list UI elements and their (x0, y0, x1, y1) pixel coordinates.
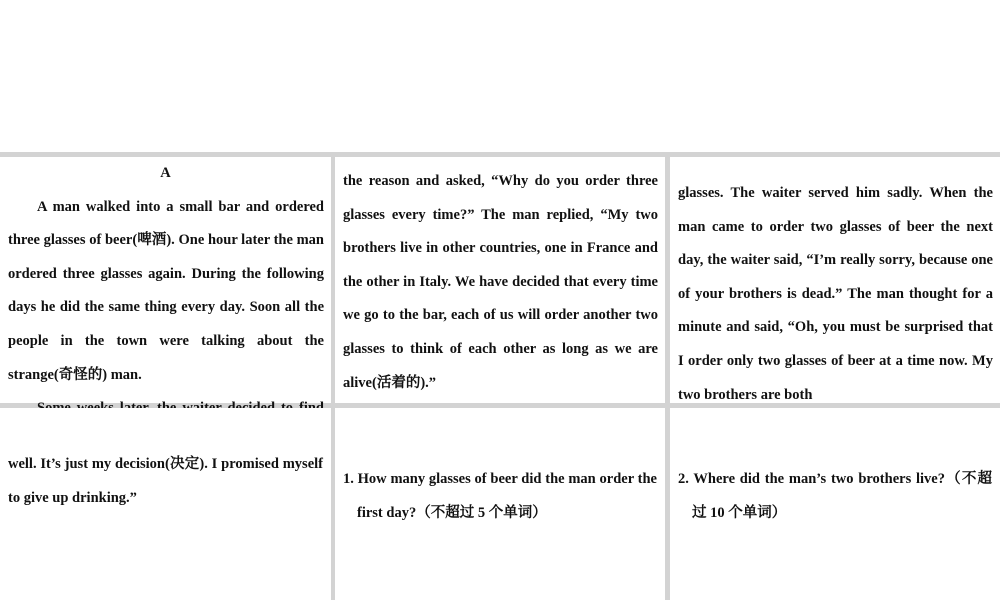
passage-paragraph-3-end: well. It’s just my decision(决定). I promised myself to give up drinking.” (8, 456, 323, 506)
passage-column-4 (0, 408, 331, 600)
passage-column-1 (0, 157, 331, 403)
passage-paragraph-3-middle: glasses. The waiter served him sadly. When the man came to order two glasses of beer the next day, the waiter said, “I’m really sorry, because one of your brothers is dead.” The man thought for a minute and said, “Oh, you must be surprised that I order only two glasses of beer at a time now. My two brothers are both (678, 185, 993, 403)
question-1-cell (335, 408, 665, 600)
question-2-cell (670, 408, 1000, 600)
question-2: 2. Where did the man’s two brothers live?（不超过 10 个单词） (678, 471, 992, 521)
passage-column-2 (335, 157, 665, 403)
passage-column-3 (670, 157, 1000, 403)
passage-heading: A (160, 165, 171, 181)
passage-paragraph-2-end: the reason and asked, “Why do you order three glasses every time?” The man replied, “My two brothers live in other countries, one in France and the other in Italy. We have decided that every time we go to the bar, each of us will order another two glasses to think of each other as long as we are alive(活着的).” (343, 173, 658, 391)
passage-paragraph-1: A man walked into a small bar and ordered three glasses of beer(啤酒). One hour later the man ordered three glasses again. During the following days he did the same thing every day. Soon all the people in the town were talking about the strange(奇怪的) man. (8, 198, 324, 383)
content-grid (0, 152, 1000, 600)
question-1: 1. How many glasses of beer did the man order the first day?（不超过 5 个单词） (343, 471, 657, 521)
